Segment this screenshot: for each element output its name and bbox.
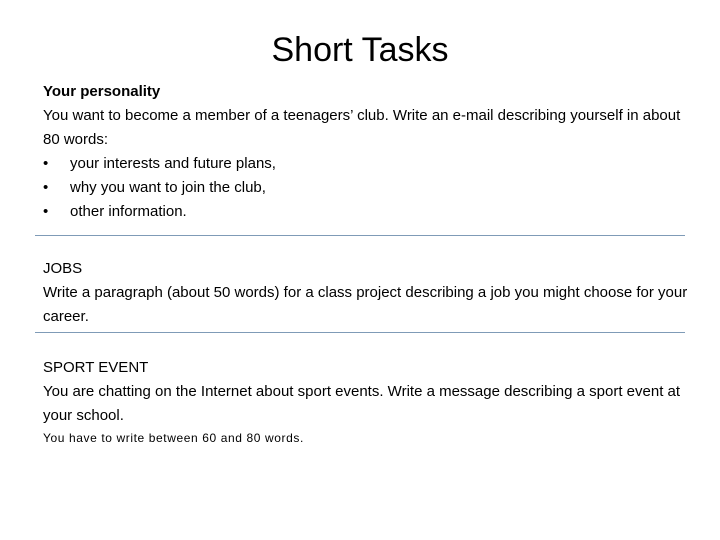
section-jobs (43, 257, 693, 329)
list-item (43, 152, 693, 176)
list-item-text: your interests and future plans, (70, 155, 276, 172)
section-paragraph: You want to become a member of a teenagers’ club. Write an e-mail describing yourself in about 80 words: (43, 107, 681, 148)
section-divider (35, 332, 685, 333)
section-heading: Your personality (43, 83, 161, 100)
section-divider (35, 235, 685, 236)
list-item-text: why you want to join the club, (70, 179, 266, 196)
section-paragraph: Write a paragraph (about 50 words) for a class project describing a job you might choose for your career. (43, 284, 688, 325)
bullet-icon: • (43, 203, 49, 220)
section-your-personality (43, 80, 693, 224)
word-count-note: You have to write between 60 and 80 words. (43, 431, 304, 445)
list-item (43, 200, 693, 224)
section-heading: JOBS (43, 260, 83, 277)
bullet-icon: • (43, 155, 49, 172)
bullet-icon: • (43, 179, 49, 196)
page-title: Short Tasks (271, 31, 449, 69)
list-item (43, 176, 693, 200)
list-item-text: other information. (70, 203, 187, 220)
section-heading: SPORT EVENT (43, 359, 149, 376)
bullet-list (43, 152, 693, 224)
section-paragraph: You are chatting on the Internet about sport events. Write a message describing a sport event at your school. (43, 383, 681, 424)
section-sport-event (43, 356, 693, 448)
